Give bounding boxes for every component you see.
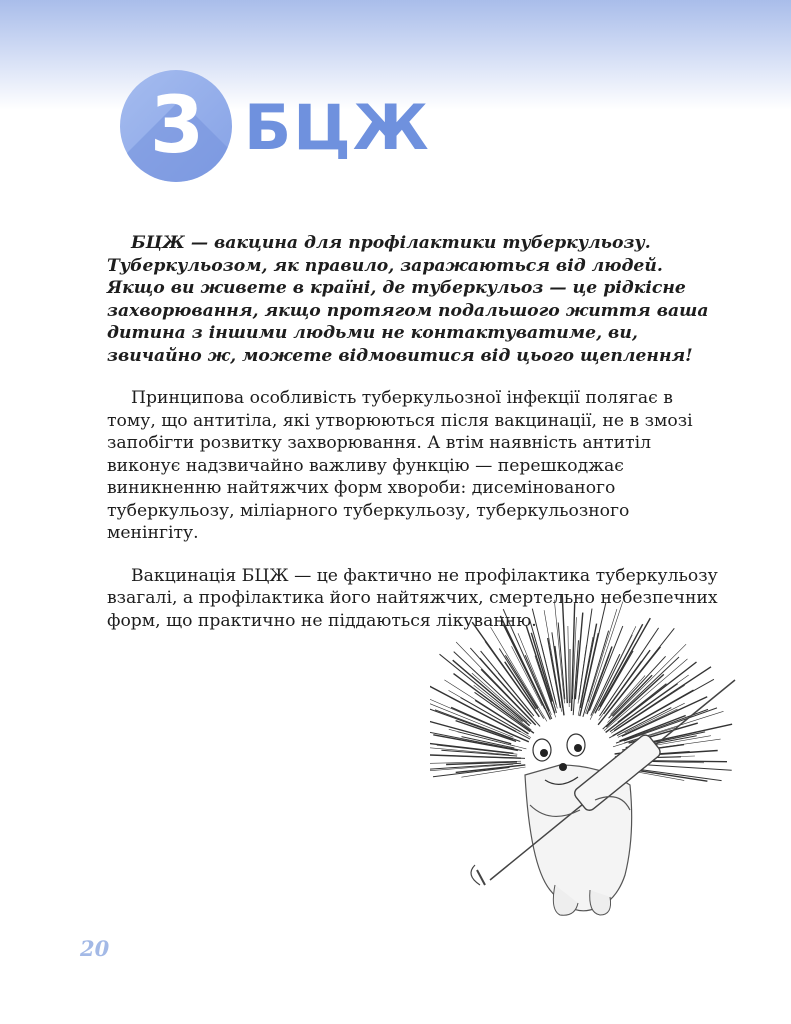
chapter-number: 3 (149, 81, 203, 171)
page-number: 20 (80, 936, 110, 961)
hedgehog-spine (603, 657, 679, 729)
hedgehog-spine (588, 609, 617, 702)
hedgehog-spine (611, 685, 685, 733)
lead-paragraph: БЦЖ — вакцина для профілактики туберкульозу. Туберкульозом, як правило, заражаються від людей. Якщо ви живете в країні, де туберкульоз — це рідкісне захворювання, якщо протягом подальшого життя ваша дитина з іншими людьми не контактуватиме, ви, звичайно ж, можете відмовитися від цього щеплення! (107, 233, 709, 366)
chapter-title: БЦЖ (244, 91, 431, 164)
hedgehog-with-syringe-illustration (430, 585, 750, 945)
hedgehog-spine (544, 610, 562, 712)
body-paragraph-3: Вакцинація БЦЖ — це фактично не профілактика туберкульозу взагалі, а профілактика його найтяжчих, смертельно небезпечних форм, що практично не піддаються лікуванню. (107, 565, 718, 631)
chapter-number-badge (120, 70, 232, 182)
hedgehog-spine (575, 613, 583, 700)
hedgehog-spine (475, 692, 531, 731)
hedgehog-spine (568, 626, 569, 707)
body-paragraph-2: Принципова особливість туберкульозної інфекції полягає в тому, що антитіла, які утворюються після вакцинації, не в змозі запобігти розвитку захворювання. А втім наявність антитіл виконує надзвичайно важливу функцію — перешкоджає виникненню найтяжчих форм хвороби: дисемінованого туберкульозу, міліарного туберкульозу, туберкульозного менінгіту. (107, 388, 693, 543)
